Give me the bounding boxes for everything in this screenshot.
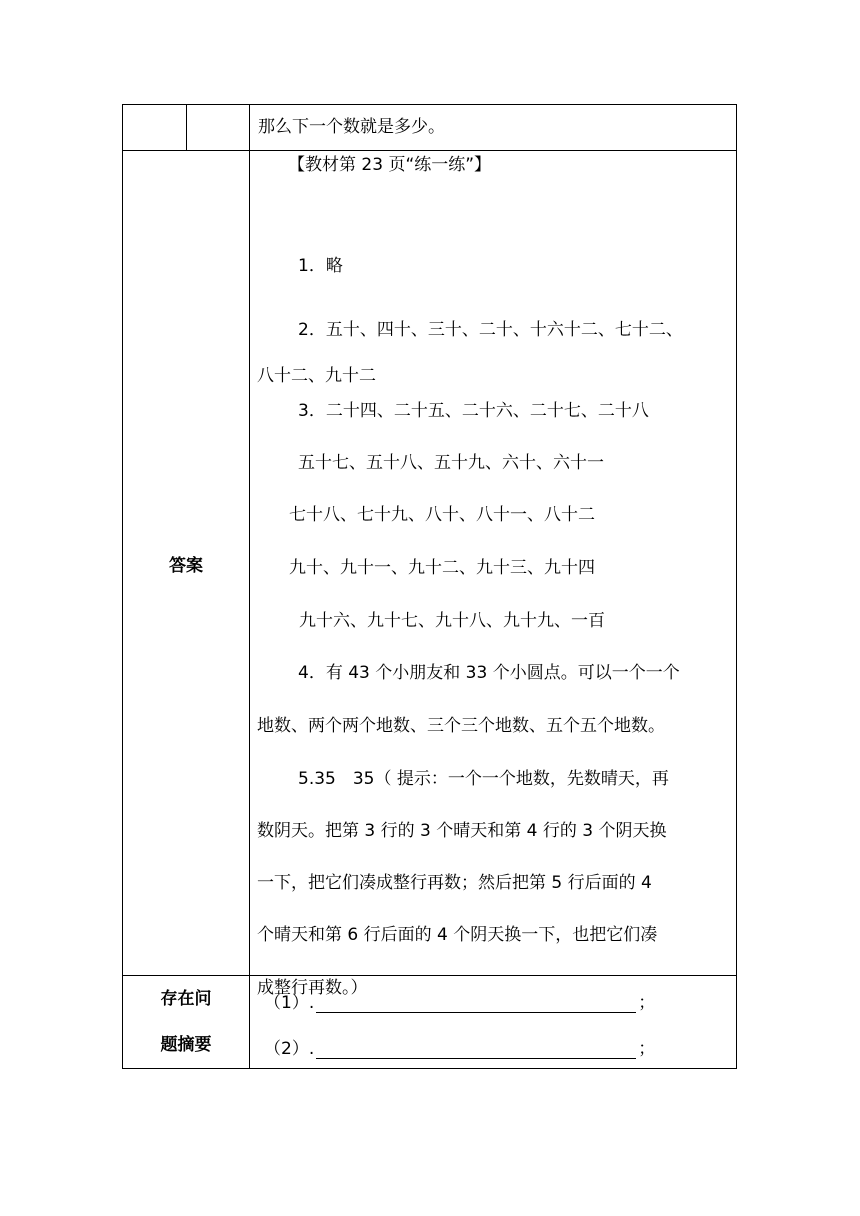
answer-line: 地数、两个两个地数、三个三个地数、五个五个地数。	[257, 716, 665, 736]
answer-line: 七十八、七十九、八十、八十一、八十二	[289, 505, 595, 525]
answer-line: 4．有 43 个小朋友和 33 个小圆点。可以一个一个	[298, 663, 680, 683]
empty-cell	[123, 105, 187, 151]
answer-line: 1．略	[298, 256, 343, 276]
answer-line: 五十七、五十八、五十九、六十、六十一	[298, 453, 604, 473]
table-row	[123, 151, 737, 976]
answer-line: 成整行再数。）	[257, 978, 368, 998]
answer-label-cell	[123, 151, 250, 976]
answer-line: 个晴天和第 6 行后面的 4 个阴天换一下，也把它们凑	[257, 925, 658, 945]
issues-label-line: 题摘要	[160, 1035, 212, 1055]
issue-item-1	[264, 988, 655, 1013]
answer-line: 九十、九十一、九十二、九十三、九十四	[289, 558, 595, 578]
issue-item-prefix: （2）.	[264, 1039, 315, 1059]
continuation-cell	[250, 105, 737, 151]
continuation-text: 那么下一个数就是多少。	[258, 117, 445, 137]
issue-item-2	[264, 1034, 655, 1059]
empty-cell	[187, 105, 250, 151]
answer-line: 2．五十、四十、三十、二十、十六十二、七十二、	[298, 320, 683, 340]
issue-item-prefix: （1）.	[264, 993, 315, 1013]
answer-line: 一下，把它们凑成整行再数；然后把第 5 行后面的 4	[257, 873, 652, 893]
answer-body-cell	[250, 151, 737, 998]
issues-label-line: 存在问	[160, 989, 212, 1009]
answer-line: 九十六、九十七、九十八、九十九、一百	[299, 611, 605, 631]
issues-label-cell	[123, 976, 250, 1069]
issue-blank-1[interactable]	[316, 994, 636, 1013]
issue-blank-2[interactable]	[316, 1040, 636, 1059]
lesson-table	[122, 104, 737, 1069]
answer-label: 答案	[169, 555, 203, 576]
table-row	[123, 976, 737, 1069]
table-row	[123, 105, 737, 151]
answer-line: 【教材第 23 页“练一练”】	[288, 155, 492, 175]
answer-line: 数阴天。把第 3 行的 3 个晴天和第 4 行的 3 个阴天换	[257, 821, 667, 841]
issues-body-cell	[250, 976, 737, 1069]
answer-line: 八十二、九十二	[257, 366, 376, 386]
answer-line: 5.35 35（ 提示：一个一个地数，先数晴天，再	[298, 769, 669, 789]
issue-item-suffix: ；	[638, 1039, 656, 1059]
answer-line: 3．二十四、二十五、二十六、二十七、二十八	[298, 401, 649, 421]
issue-item-suffix: ；	[638, 993, 656, 1013]
